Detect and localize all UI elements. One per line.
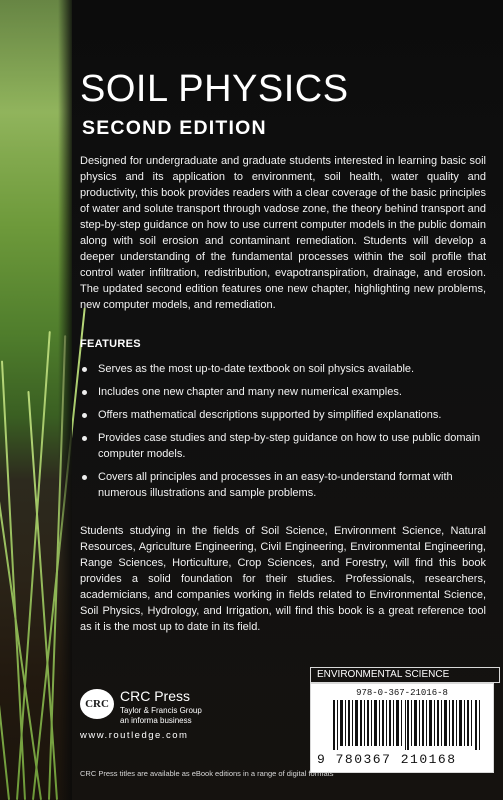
features-heading: FEATURES <box>80 338 141 350</box>
subject-category: ENVIRONMENTAL SCIENCE <box>310 667 500 683</box>
bullet-icon <box>82 367 87 372</box>
bullet-icon <box>82 475 87 480</box>
bullet-icon <box>82 413 87 418</box>
feature-item: Serves as the most up-to-date textbook on soil physics available. <box>80 361 486 377</box>
book-description: Designed for undergraduate and graduate students interested in learning basic soil physics and its application to environment, soil health, water quality and productivity, this book provides readers with a clear coverage of the basic principles of water and solute transport through vadose zone, the theory behind transport and step-by-step guidance on how to use current computer models in the public domain along with soil erosion and contaminant remediation. Students will develop a deeper understanding of the fundamental processes within the soil profile that control water infiltration, redistribution, evapotranspiration, drainage, and erosion. The updated second edition features one new chapter, highlighting new problems, new computer models, and remediation. <box>80 155 486 311</box>
publisher-group: Taylor & Francis Group <box>120 706 202 715</box>
isbn-number: 978-0-367-21016-8 <box>356 688 448 698</box>
isbn-digits: 9 780367 210168 <box>317 752 457 767</box>
audience-paragraph: Students studying in the fields of Soil Science, Environment Science, Natural Resources, Agriculture Engineering, Civil Engineering, Environmental Engineering, Range Sciences, Horticulture, Crop Sciences, and Forestry, will find this book provides a solid foundation for their studies. Professionals, researchers, academicians, and companies working in fields related to Environmental Science, Soil Physics, Hydrology, and Irrigation, will find this book is a great reference tool as it is the most up to date in its field. <box>80 525 486 633</box>
publisher-business: an informa business <box>120 716 192 725</box>
feature-item: Provides case studies and step-by-step guidance on how to use public domain computer models. <box>80 430 486 462</box>
publisher-block <box>80 686 300 746</box>
grass-soil-photo <box>0 0 72 800</box>
publisher-name: CRC Press <box>120 688 191 704</box>
bullet-icon <box>82 390 87 395</box>
isbn-barcode <box>310 683 494 773</box>
feature-item: Offers mathematical descriptions supported by simplified explanations. <box>80 407 486 423</box>
book-title: SOIL PHYSICS <box>80 68 349 110</box>
book-edition: SECOND EDITION <box>82 117 267 139</box>
feature-item: Includes one new chapter and many new numerical examples. <box>80 384 486 400</box>
crc-press-logo-icon: CRC <box>80 689 114 719</box>
ebook-note: CRC Press titles are available as eBook editions in a range of digital formats <box>80 769 334 778</box>
features-list <box>80 361 486 508</box>
bullet-icon <box>82 436 87 441</box>
barcode-icon <box>333 700 483 750</box>
feature-item: Covers all principles and processes in an easy-to-understand format with numerous illustrations and sample problems. <box>80 469 486 501</box>
publisher-url: www.routledge.com <box>80 730 189 741</box>
